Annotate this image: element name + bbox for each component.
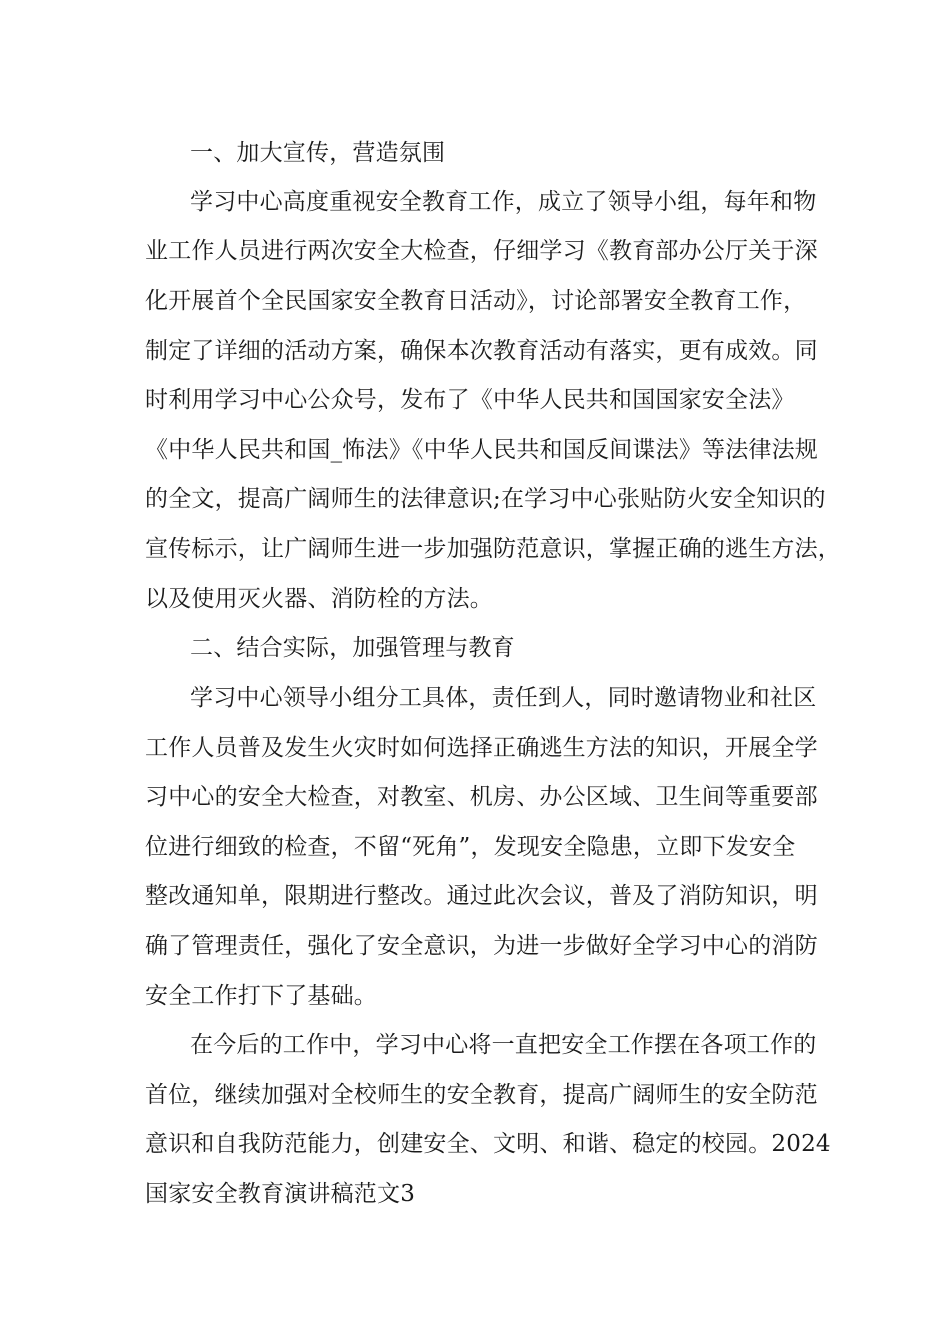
paragraph-line: 位进行细致的检查，不留“死角”，发现安全隐患，立即下发安全 xyxy=(145,834,796,860)
paragraph-line: 时利用学习中心公众号，发布了《中华人民共和国国家安全法》 xyxy=(145,387,795,413)
paragraph-line: 国家安全教育演讲稿范文3 xyxy=(145,1181,416,1207)
paragraph-line: 意识和自我防范能力，创建安全、文明、和谐、稳定的校园。2024 xyxy=(145,1131,831,1157)
paragraph-line: 宣传标示，让广阔师生进一步加强防范意识，掌握正确的逃生方法， xyxy=(145,536,841,562)
paragraph-line: 安全工作打下了基础。 xyxy=(145,983,377,1009)
paragraph-line: 确了管理责任，强化了安全意识，为进一步做好全学习中心的消防 xyxy=(145,933,818,959)
paragraph-line: 的全文，提高广阔师生的法律意识;在学习中心张贴防火安全知识的 xyxy=(145,486,826,512)
section-heading-1: 一、加大宣传，营造氛围 xyxy=(190,140,446,166)
paragraph-line: 《中华人民共和国_怖法》《中华人民共和国反间谍法》等法律法规 xyxy=(145,437,818,463)
paragraph-line: 习中心的安全大检查，对教室、机房、办公区域、卫生间等重要部 xyxy=(145,784,818,810)
paragraph-line: 在今后的工作中，学习中心将一直把安全工作摆在各项工作的 xyxy=(190,1032,817,1058)
paragraph-line: 首位，继续加强对全校师生的安全教育，提高广阔师生的安全防范 xyxy=(145,1082,818,1108)
section-heading-2: 二、结合实际，加强管理与教育 xyxy=(190,635,515,661)
paragraph-line: 整改通知单，限期进行整改。通过此次会议，普及了消防知识，明 xyxy=(145,883,818,909)
paragraph-line: 以及使用灭火器、消防栓的方法。 xyxy=(145,586,493,612)
paragraph-line: 学习中心领导小组分工具体，责任到人，同时邀请物业和社区 xyxy=(190,685,817,711)
paragraph-line: 业工作人员进行两次安全大检查，仔细学习《教育部办公厅关于深 xyxy=(145,238,818,264)
paragraph-line: 制定了详细的活动方案，确保本次教育活动有落实，更有成效。同 xyxy=(145,338,818,364)
paragraph-line: 学习中心高度重视安全教育工作，成立了领导小组，每年和物 xyxy=(190,189,817,215)
paragraph-line: 工作人员普及发生火灾时如何选择正确逃生方法的知识，开展全学 xyxy=(145,735,818,761)
paragraph-line: 化开展首个全民国家安全教育日活动》，讨论部署安全教育工作， xyxy=(145,288,807,314)
